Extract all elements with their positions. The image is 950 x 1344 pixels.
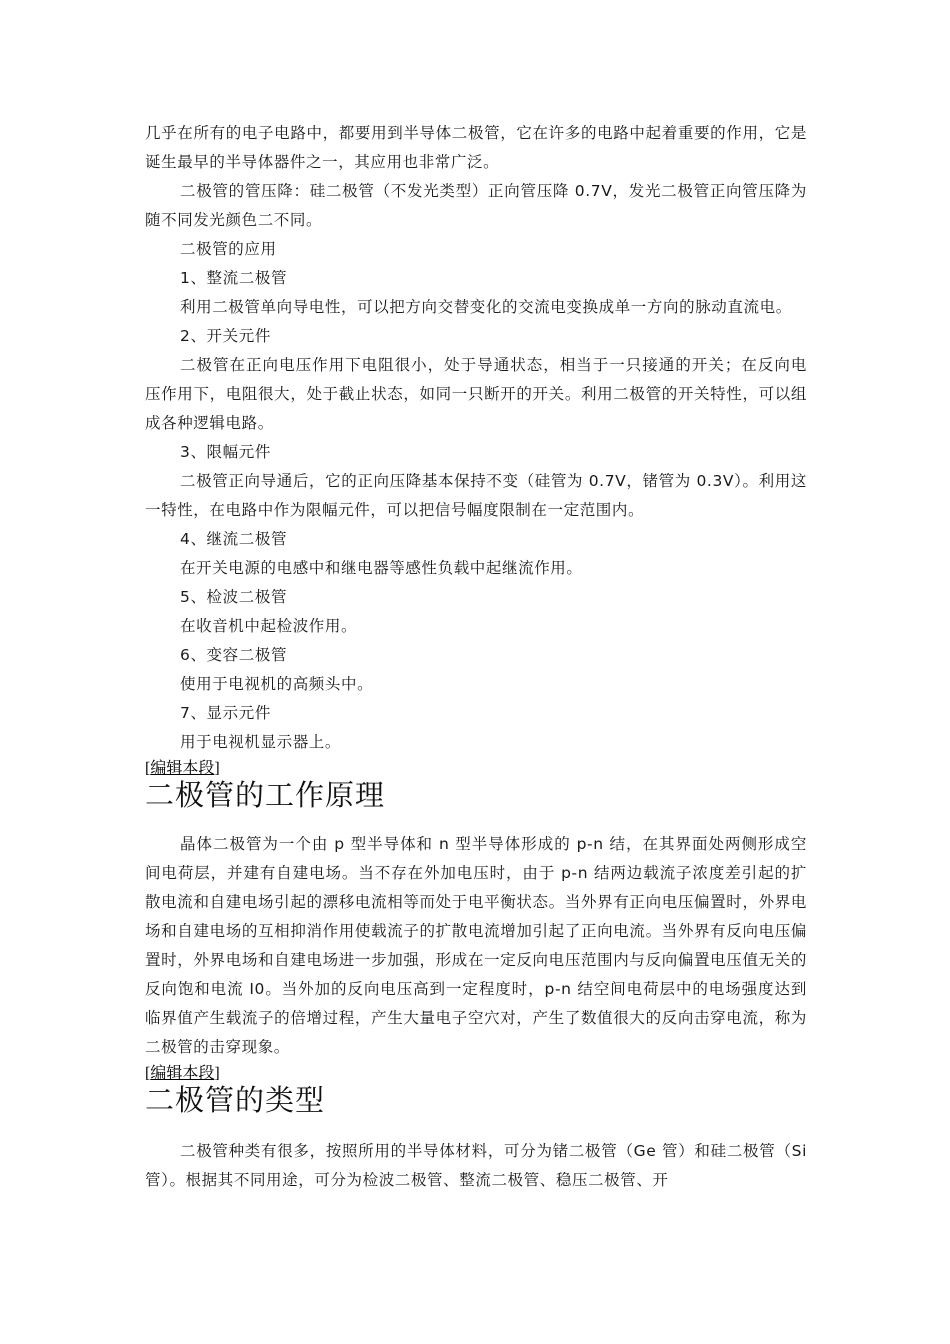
document-page: [145, 119, 807, 1195]
section-heading: 二极管的类型: [145, 1083, 326, 1117]
application-title-4: 4、继流二极管: [180, 530, 288, 548]
application-title-5: 5、检波二极管: [180, 588, 288, 606]
edit-section-link-text[interactable]: 编辑本段: [150, 760, 215, 777]
bracket-open: [: [145, 760, 151, 777]
application-title-3: 3、限幅元件: [180, 443, 271, 461]
edit-section-link-text[interactable]: 编辑本段: [150, 1065, 215, 1082]
edit-section-link: [145, 760, 807, 778]
application-text-6: 使用于电视机的高频头中。: [180, 675, 374, 693]
application-title-1: 1、整流二极管: [180, 269, 288, 287]
bracket-close: ]: [214, 1065, 220, 1082]
application-title-7: 7、显示元件: [180, 704, 271, 722]
section-diode-types: [145, 1065, 807, 1195]
intro-paragraph-1: 几乎在所有的电子电路中，都要用到半导体二极管，它在许多的电路中起着重要的作用，它是诞生最早的半导体器件之一，其应用也非常广泛。: [145, 124, 807, 171]
application-text-3: 二极管正向导通后，它的正向压降基本保持不变（硅管为 0.7V，锗管为 0.3V）。利用这一特性，在电路中作为限幅元件，可以把信号幅度限制在一定范围内。: [145, 472, 807, 519]
edit-section-link: [145, 1065, 807, 1083]
section-working-principle: [145, 760, 807, 1062]
section-paragraph: 二极管种类有很多，按照所用的半导体材料，可分为锗二极管（Ge 管）和硅二极管（Si 管）。根据其不同用途，可分为检波二极管、整流二极管、稳压二极管、开: [145, 1142, 807, 1189]
application-text-2: 二极管在正向电压作用下电阻很小，处于导通状态，相当于一只接通的开关；在反向电压作用下，电阻很大，处于截止状态，如同一只断开的开关。利用二极管的开关特性，可以组成各种逻辑电路。: [145, 356, 807, 432]
bracket-open: [: [145, 1065, 151, 1082]
application-text-4: 在开关电源的电感中和继电器等感性负载中起继流作用。: [180, 559, 583, 577]
application-text-1: 利用二极管单向导电性，可以把方向交替变化的交流电变换成单一方向的脉动直流电。: [180, 298, 792, 316]
application-text-5: 在收音机中起检波作用。: [180, 617, 358, 635]
section-heading: 二极管的工作原理: [145, 778, 386, 812]
application-title-6: 6、变容二极管: [180, 646, 288, 664]
bracket-close: ]: [214, 760, 220, 777]
applications-title: 二极管的应用: [180, 240, 277, 258]
application-text-7: 用于电视机显示器上。: [180, 733, 342, 751]
application-title-2: 2、开关元件: [180, 327, 271, 345]
section-paragraph: 晶体二极管为一个由 p 型半导体和 n 型半导体形成的 p-n 结，在其界面处两侧形成空间电荷层，并建有自建电场。当不存在外加电压时，由于 p-n 结两边载流子浓度差引起的扩散电流和自建电场引起的漂移电流相等而处于电平衡状态。当外界有正向电压偏置时，外界电场和自建电场的互相抑消作用使载流子的扩散电流增加引起了正向电流。当外界有反向电压偏置时，外界电场和自建电场进一步加强，形成在一定反向电压范围内与反向偏置电压值无关的反向饱和电流 I0。当外加的反向电压高到一定程度时，p-n 结空间电荷层中的电场强度达到临界值产生载流子的倍增过程，产生大量电子空穴对，产生了数值很大的反向击穿电流，称为二极管的击穿现象。: [145, 835, 807, 1056]
intro-paragraph-2: 二极管的管压降：硅二极管（不发光类型）正向管压降 0.7V，发光二极管正向管压降为随不同发光颜色二不同。: [145, 182, 807, 229]
